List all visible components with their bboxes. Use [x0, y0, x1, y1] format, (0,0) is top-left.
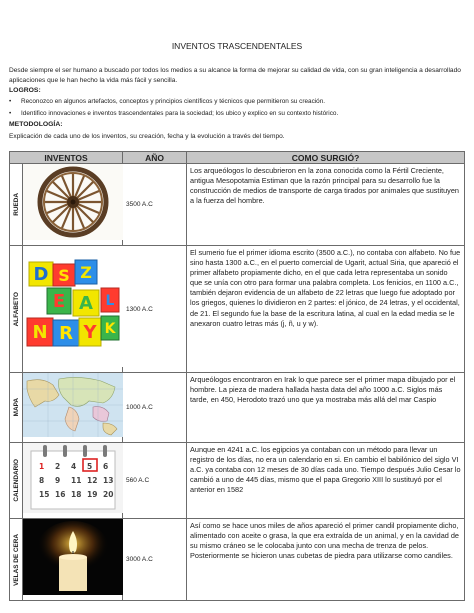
header-como-surgio: COMO SURGIÓ? [187, 152, 465, 164]
calendar-day-number: 15 [39, 490, 50, 499]
world-map-icon [23, 373, 123, 437]
table-row [10, 519, 465, 601]
calendar-icon [23, 443, 123, 513]
bullet-icon: • [9, 110, 12, 117]
row-label-cell [10, 246, 23, 373]
table-row [10, 246, 465, 373]
year-cell: 1300 A.C [123, 246, 187, 373]
bullet-icon: • [9, 98, 12, 105]
document-title: INVENTOS TRASCENDENTALES [171, 41, 303, 51]
calendar-day-number: 19 [87, 490, 98, 499]
year-cell: 3000 A.C [123, 519, 187, 601]
row-label-cell [10, 164, 23, 246]
invention-name: MAPA [12, 398, 20, 417]
svg-text:K: K [104, 321, 116, 337]
description-cell: Aunque en 4241 a.C. los egipcios ya contaban con un método para llevar un registro de los días, no era un calendario en si. En cambio el babilónico del siglo VI a.C. ya contaba con 12 meses de 30 días cada uno. Tiempo después Julio Cesar lo cambió a uno de 445 días, mismo que el papa Gregorio XIII lo sustituyó por el anterior en 1582 [187, 443, 465, 519]
intro-paragraph: Desde siempre el ser humano a buscado por todos los medios a su alcance la forma de mejorar su calidad de vida, con su gran inteligencia a desarrollado aplicaciones que le han hecho la vida más fácil y sencilla. [9, 67, 461, 84]
calendar-day-number: 8 [39, 476, 45, 485]
description-cell: Así como se hace unos miles de años apareció el primer candil propiamente dicho, alimentado con aceite o grasa, la que era extraída de un animal, y en la cavidad de su mismo cráneo se le colocaba junto con una mecha de trenza de pelos. Posteriormente se hicieron unas cubetas de piedra para utilizarse como candiles. [187, 519, 465, 601]
svg-text:Z: Z [80, 263, 92, 282]
metodologia-text: Explicación de cada uno de los inventos, su creación, fecha y la evolución a través del tiempo. [9, 133, 285, 140]
logro-text-1: Reconozco en algunos artefactos, conceptos y principios científicos y técnicos que permitieron su creación. [21, 98, 326, 105]
header-inventos: INVENTOS [10, 152, 123, 164]
logro-item-1 [9, 97, 469, 106]
svg-text:S: S [58, 266, 70, 285]
candle-image [23, 519, 123, 601]
alphabet-blocks-icon [23, 246, 123, 367]
alphabet-blocks-image [23, 246, 123, 373]
row-label-cell [10, 519, 23, 601]
map-image [23, 373, 123, 443]
invention-name: ALFABETO [12, 291, 20, 327]
table-row [10, 373, 465, 443]
description-cell: Los arqueólogos lo descubrieron en la zona conocida como la Fértil Creciente, antigua Mesopotamia Estiman que la razón principal para su desarrollo fue la construcción de medios de transporte de carga tirados por animales que sustituyen a la fuerza del hombre. [187, 164, 465, 246]
logro-text-2: Identifico innovaciones e inventos trascendentales para la sociedad; los ubico y explico en su contexto histórico. [21, 110, 339, 117]
calendar-day-number: 12 [87, 476, 98, 485]
table-row [10, 164, 465, 246]
calendar-day-number: 6 [103, 462, 109, 471]
svg-text:A: A [79, 293, 93, 314]
svg-text:E: E [52, 291, 66, 312]
logro-item-2 [9, 109, 469, 118]
description-cell: El sumerio fue el primer idioma escrito (3500 a.C.), no contaba con alfabeto. No fue sino hasta 1300 a.C., en el puerto comercial de Ugarit, actual Siria, que apareció el primer alfabeto propiamente dicho, en el que cada letra representaba un sonido que se unía con otro para formar una palabra completa. Los fenicios, en 1100 a.C., también dejaron evidencia de un alfabeto de 22 letras que luego fue adoptado por los griegos, quienes lo dividieron en 2 partes: el jónico, de 24 letras, y el occidental, de 21. El segundo fue la base de la escritura latina, al cual en la edad media se le anexaron cuatro letras más (j, ñ, u y w). [187, 246, 465, 373]
description-cell: Arqueólogos encontraron en Irak lo que parece ser el primer mapa dibujado por el hombre. La pieza de madera hallada hasta data del año 1000 a.C. Siglos más tarde, en 450, Herodoto trazó uno que ya mostraba más allá del mar Caspio [187, 373, 465, 443]
candle-icon [23, 519, 123, 595]
table-header-row [10, 152, 465, 164]
wheel-icon [23, 164, 123, 240]
calendar-day-number: 13 [103, 476, 114, 485]
invention-name: RUEDA [12, 193, 20, 216]
svg-text:N: N [32, 322, 48, 343]
calendar-day-number: 4 [71, 462, 77, 471]
svg-text:Y: Y [83, 322, 97, 343]
table-row [10, 443, 465, 519]
year-cell: 3500 A.C [123, 164, 187, 246]
svg-text:R: R [59, 323, 73, 344]
calendar-image [23, 443, 123, 519]
calendar-day-number: 9 [55, 476, 61, 485]
header-ano: AÑO [123, 152, 187, 164]
metodologia-heading: METODOLOGÍA: [9, 121, 63, 128]
invention-name: CALENDARIO [12, 459, 20, 502]
year-cell: 560 A.C [123, 443, 187, 519]
calendar-day-number: 2 [55, 462, 61, 471]
year-cell: 1000 A.C [123, 373, 187, 443]
calendar-day-number: 16 [55, 490, 66, 499]
calendar-day-number: 20 [103, 490, 114, 499]
svg-text:L: L [105, 293, 115, 309]
svg-text:D: D [33, 264, 49, 285]
wheel-image [23, 164, 123, 246]
invention-name: VELAS DE CERA [12, 533, 20, 586]
calendar-day-number: 1 [39, 462, 45, 471]
inventions-table [9, 151, 465, 601]
calendar-day-number: 18 [71, 490, 82, 499]
logros-heading: LOGROS: [9, 87, 41, 94]
row-label-cell [10, 443, 23, 519]
row-label-cell [10, 373, 23, 443]
calendar-day-number: 11 [71, 476, 82, 485]
calendar-day-number: 5 [87, 462, 93, 471]
